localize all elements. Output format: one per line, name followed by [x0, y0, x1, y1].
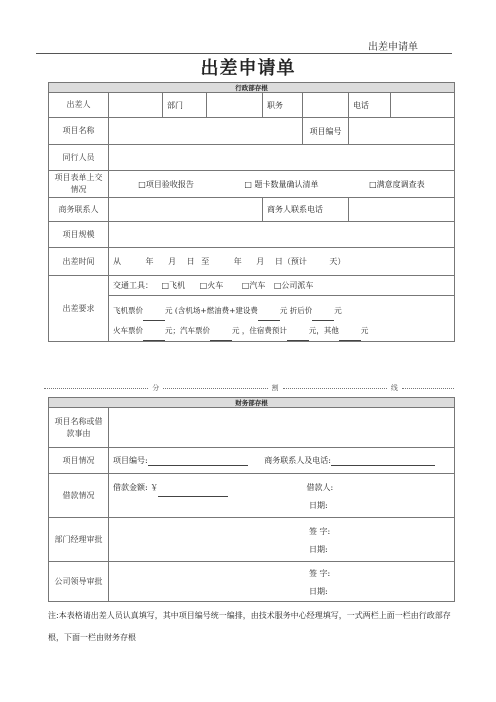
contact-field[interactable]	[109, 198, 263, 222]
air-fare-unit: 元	[165, 306, 173, 315]
time-month-text-2: 月	[256, 257, 265, 266]
companions-field[interactable]	[109, 145, 455, 171]
cut-line	[40, 383, 458, 393]
other-blank[interactable]	[339, 331, 361, 341]
department-field[interactable]	[207, 93, 263, 118]
admin-form-table	[48, 82, 455, 342]
phone-label: 电话	[349, 93, 391, 118]
request-field	[109, 276, 455, 342]
hotel-blank[interactable]	[287, 331, 309, 341]
department-label: 部门	[163, 93, 207, 118]
other-label: 元，其他	[308, 326, 339, 335]
project-name-label: 项目名称	[49, 118, 109, 145]
contact-phone-field[interactable]	[349, 198, 455, 222]
traveler-label: 出差人	[49, 93, 109, 118]
loan-date-label: 日期:	[309, 501, 328, 510]
time-year-text: 年	[145, 257, 154, 266]
loan-field	[109, 474, 455, 518]
forms-label: 项目表单上交情况	[49, 171, 109, 198]
bus-fare-blank[interactable]	[210, 331, 232, 341]
project-no-label: 项目编号	[303, 118, 349, 145]
finance-project-no-blank[interactable]	[148, 456, 248, 466]
time-from-text: 从	[113, 257, 121, 266]
status-label: 项目情况	[49, 448, 109, 474]
cut-text-b: 割	[271, 384, 279, 392]
hotel-label: 元 ，住宿费预计	[232, 326, 287, 335]
manager-label: 部门经理审批	[49, 518, 109, 562]
discount-label: 元 折后价	[279, 306, 313, 315]
bus-fare-label: 元；汽车票价	[165, 326, 210, 335]
time-to-text: 至	[201, 257, 210, 266]
time-field[interactable]	[109, 248, 455, 276]
position-label: 职务	[263, 93, 303, 118]
finance-project-no-label: 项目编号:	[113, 456, 148, 465]
air-fare-blank[interactable]	[143, 311, 165, 321]
contact-label: 商务联系人	[49, 198, 109, 222]
admin-section-heading: 行政部存根	[49, 83, 455, 93]
form-option-survey[interactable]: □满意度调查表	[369, 179, 425, 189]
train-fare-blank[interactable]	[143, 331, 165, 341]
fare-rows	[109, 296, 454, 341]
traveler-field[interactable]	[109, 93, 163, 118]
finance-project-field[interactable]	[109, 408, 455, 448]
loan-label: 借款情况	[49, 474, 109, 518]
loan-amount-blank[interactable]	[158, 487, 228, 497]
status-field	[109, 448, 455, 474]
time-est-text: 日（预计	[274, 257, 307, 266]
project-name-field[interactable]	[109, 118, 303, 145]
loan-amount-label: 借款金额: ￥	[113, 483, 159, 492]
finance-section-heading: 财务部存根	[49, 398, 455, 408]
train-fare-label: 火车票价	[113, 326, 143, 335]
air-fare-label: 飞机票价	[113, 306, 143, 315]
time-year-text-2: 年	[233, 257, 242, 266]
time-month-text: 月	[168, 257, 177, 266]
time-days-text: 天）	[329, 257, 346, 266]
transport-label: 交通工具：	[113, 281, 153, 290]
forms-options	[109, 171, 455, 198]
leader-sign-label: 签 字:	[309, 569, 331, 578]
contact-phone-label: 商务人联系电话	[263, 198, 349, 222]
time-label: 出差时间	[49, 248, 109, 276]
leader-field	[109, 562, 455, 602]
discount-blank[interactable]	[312, 311, 334, 321]
position-field[interactable]	[303, 93, 349, 118]
companions-label: 同行人员	[49, 145, 109, 171]
leader-label: 公司领导审批	[49, 562, 109, 602]
cut-text-a: 分	[152, 384, 160, 392]
scale-field[interactable]	[109, 222, 455, 248]
transport-train-option[interactable]: □火车	[199, 281, 224, 290]
other-unit: 元	[360, 326, 369, 335]
cut-text-c: 线	[390, 384, 398, 392]
header-text: 出差申请单	[368, 42, 418, 53]
page-title: 出差申请单	[200, 58, 296, 79]
air-extra-blank[interactable]	[258, 311, 280, 321]
footnote: 注:本表格请出差人员认真填写，其中项目编号统一编排，由技术服务中心经理填写，一式两栏上面一栏由行政部存根，下面一栏由财务存根	[48, 611, 451, 642]
borrower-label: 借款人:	[306, 483, 334, 492]
leader-date-label: 日期:	[309, 587, 328, 596]
finance-contact-blank[interactable]	[331, 456, 435, 466]
transport-row	[109, 276, 454, 296]
finance-contact-label: 商务联系人及电话:	[264, 456, 331, 465]
transport-plane-option[interactable]: □飞机	[161, 281, 186, 290]
form-option-acceptance[interactable]: □项目验收报告	[138, 179, 194, 189]
finance-form-table	[48, 397, 455, 602]
manager-field	[109, 518, 455, 562]
time-day-text: 日	[186, 257, 195, 266]
air-fare-note: (含机场+燃油费+建设费	[174, 306, 258, 315]
finance-project-label: 项目名称或借款事由	[49, 408, 109, 448]
transport-car-option[interactable]: □汽车	[241, 281, 266, 290]
request-label: 出差要求	[49, 276, 109, 342]
discount-unit: 元	[334, 306, 342, 315]
manager-sign-label: 签 字:	[309, 527, 331, 536]
scale-label: 项目规模	[49, 222, 109, 248]
phone-field[interactable]	[391, 93, 455, 118]
form-option-card-count[interactable]: □ 题卡数量确认清单	[244, 179, 319, 189]
project-no-field[interactable]	[349, 118, 455, 145]
manager-date-label: 日期:	[309, 545, 328, 554]
transport-company-car-option[interactable]: □公司派车	[273, 281, 314, 290]
